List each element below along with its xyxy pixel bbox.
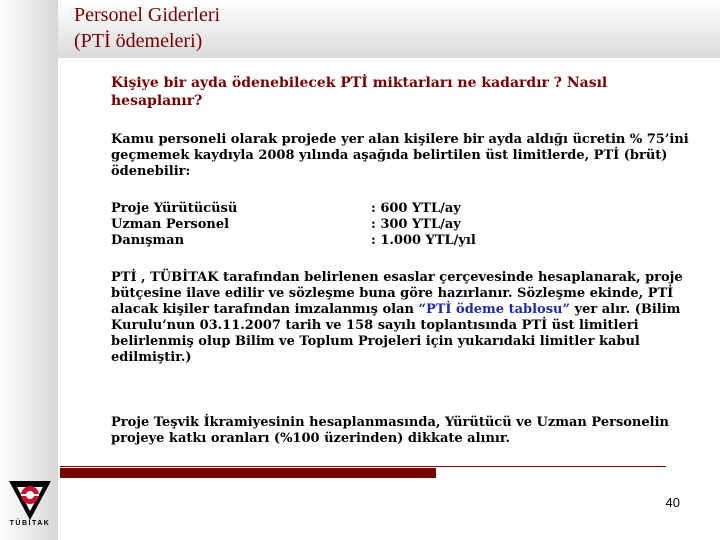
slide-title-line-1: Personel Giderleri	[74, 4, 221, 26]
process-paragraph	[111, 270, 711, 366]
page-number: 40	[665, 495, 680, 510]
intro-paragraph: Kamu personeli olarak projede yer alan kişilere bir ayda aldığı ücretin % 75’ini geçmemek kaydıyla 2008 yılında aşağıda belirtilen üst limitlerde, PTİ (brüt) ödenebilir:	[111, 132, 689, 179]
footer-accent-bar	[60, 468, 436, 478]
limit-role: Uzman Personel	[111, 217, 230, 232]
slide-title-line-2: (PTİ ödemeleri)	[74, 30, 203, 52]
limit-value: : 1.000 YTL/yıl	[371, 233, 476, 248]
limit-row	[111, 217, 531, 233]
limit-row	[111, 233, 531, 249]
limit-value: : 300 YTL/ay	[371, 217, 461, 232]
tubitak-logo-text: TÜBİTAK	[9, 520, 51, 527]
footer-divider	[60, 466, 666, 467]
limit-role: Danışman	[111, 233, 185, 248]
payment-table-link[interactable]: “PTİ ödeme tablosu”	[418, 302, 570, 317]
left-gradient-band	[0, 0, 58, 540]
question-heading: Kişiye bir ayda ödenebilecek PTİ miktarları ne kadardır ? Nasıl hesaplanır?	[111, 75, 608, 109]
process-text-after: yer alır. (Bilim Kurulu’nun 03.11.2007 tarih ve 158 sayılı toplantısında PTİ üst limitleri belirlenmiş olup Bilim ve Toplum Projeleri için yukarıdaki limitler kabul edilmiştir.)	[111, 302, 681, 365]
bonus-paragraph: Proje Teşvik İkramiyesinin hesaplanmasında, Yürütücü ve Uzman Personelin projeye katkı oranları (%100 üzerinden) dikkate alınır.	[111, 415, 669, 446]
limits-list	[111, 201, 531, 249]
limit-role: Proje Yürütücüsü	[111, 201, 238, 216]
slide-title	[74, 2, 220, 54]
process-text-before: PTİ , TÜBİTAK tarafından belirlenen esaslar çerçevesinde hesaplanarak, proje bütçesine ilave edilir ve sözleşme buna göre hazırlanır. Sözleşme ekinde, PTİ alacak kişiler tarafından imzalanmış olan	[111, 270, 683, 317]
limit-value: : 600 YTL/ay	[371, 201, 461, 216]
limit-row	[111, 201, 531, 217]
